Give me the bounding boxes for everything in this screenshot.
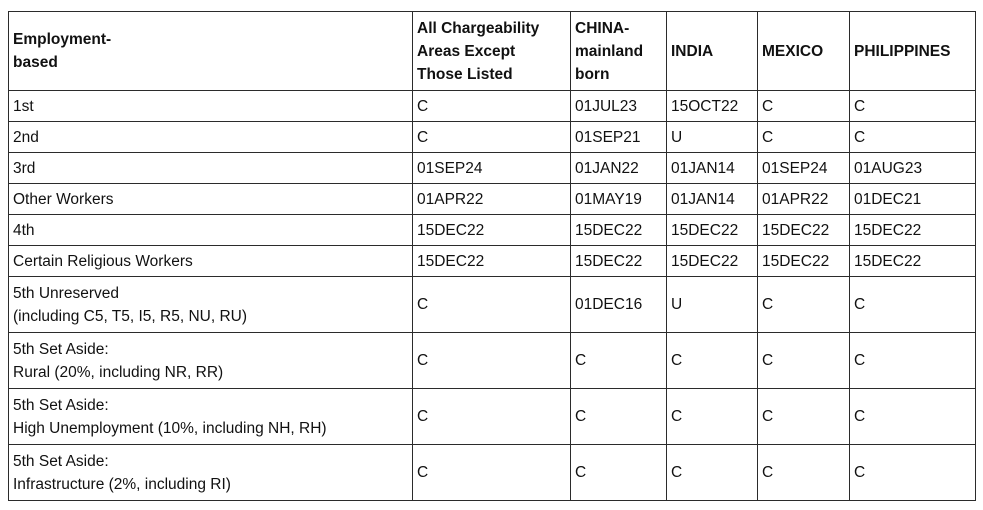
date-cell: 15OCT22 xyxy=(667,91,758,122)
date-cell: C xyxy=(850,445,976,501)
category-sublabel: Rural (20%, including NR, RR) xyxy=(13,363,224,381)
header-philippines xyxy=(850,12,976,91)
date-cell: 01JAN22 xyxy=(571,153,667,184)
date-cell: C xyxy=(667,333,758,389)
category-cell xyxy=(9,246,413,277)
header-line: CHINA- xyxy=(575,19,630,37)
date-cell: 15DEC22 xyxy=(667,246,758,277)
category-label: 4th xyxy=(13,221,35,239)
category-cell xyxy=(9,215,413,246)
category-label: 3rd xyxy=(13,159,36,177)
date-cell: C xyxy=(571,445,667,501)
category-sublabel: High Unemployment (10%, including NH, RH) xyxy=(13,419,327,437)
date-cell: C xyxy=(758,445,850,501)
date-cell: C xyxy=(571,389,667,445)
date-cell: 01APR22 xyxy=(413,184,571,215)
date-cell: C xyxy=(850,91,976,122)
date-cell: C xyxy=(850,333,976,389)
table-row xyxy=(9,153,976,184)
date-cell: U xyxy=(667,277,758,333)
date-cell: 15DEC22 xyxy=(667,215,758,246)
date-cell: 01SEP24 xyxy=(413,153,571,184)
date-cell: 01DEC21 xyxy=(850,184,976,215)
header-line: mainland xyxy=(575,42,644,60)
category-label: 5th Set Aside: xyxy=(13,340,109,358)
date-cell: 15DEC22 xyxy=(850,246,976,277)
category-label: 5th Unreserved xyxy=(13,284,119,302)
date-cell: 15DEC22 xyxy=(850,215,976,246)
date-cell: C xyxy=(758,277,850,333)
date-cell: C xyxy=(413,122,571,153)
category-label: 5th Set Aside: xyxy=(13,452,109,470)
date-cell: C xyxy=(758,389,850,445)
date-cell: 01SEP24 xyxy=(758,153,850,184)
date-cell: C xyxy=(571,333,667,389)
date-cell: 01APR22 xyxy=(758,184,850,215)
date-cell: C xyxy=(413,333,571,389)
category-cell xyxy=(9,333,413,389)
header-label xyxy=(575,17,662,86)
date-cell: 01MAY19 xyxy=(571,184,667,215)
table-row xyxy=(9,215,976,246)
date-cell: C xyxy=(758,333,850,389)
date-cell: 15DEC22 xyxy=(571,246,667,277)
date-cell: 01JUL23 xyxy=(571,91,667,122)
category-label: 5th Set Aside: xyxy=(13,396,109,414)
category-cell xyxy=(9,91,413,122)
table-row xyxy=(9,184,976,215)
category-cell xyxy=(9,277,413,333)
date-cell: 01DEC16 xyxy=(571,277,667,333)
table-header-row xyxy=(9,12,976,91)
date-cell: C xyxy=(667,445,758,501)
category-label: 1st xyxy=(13,97,34,115)
category-label: 2nd xyxy=(13,128,39,146)
category-label: Other Workers xyxy=(13,190,114,208)
header-china xyxy=(571,12,667,91)
date-cell: 01JAN14 xyxy=(667,184,758,215)
header-line: born xyxy=(575,65,610,83)
table-row xyxy=(9,277,976,333)
date-cell: 15DEC22 xyxy=(413,246,571,277)
table-row xyxy=(9,445,976,501)
date-cell: C xyxy=(413,445,571,501)
date-cell: U xyxy=(667,122,758,153)
date-cell: C xyxy=(413,389,571,445)
header-line: INDIA xyxy=(671,42,714,60)
header-label xyxy=(417,17,566,86)
header-line: PHILIPPINES xyxy=(854,42,951,60)
category-cell xyxy=(9,445,413,501)
header-label xyxy=(762,40,845,63)
header-line: All Chargeability xyxy=(417,19,540,37)
date-cell: C xyxy=(667,389,758,445)
date-cell: 15DEC22 xyxy=(758,215,850,246)
date-cell: C xyxy=(758,122,850,153)
header-line: MEXICO xyxy=(762,42,824,60)
category-cell xyxy=(9,184,413,215)
table-row xyxy=(9,389,976,445)
category-cell xyxy=(9,122,413,153)
date-cell: 01JAN14 xyxy=(667,153,758,184)
date-cell: 15DEC22 xyxy=(413,215,571,246)
header-line: Employment- xyxy=(13,31,112,48)
category-sublabel: Infrastructure (2%, including RI) xyxy=(13,475,231,493)
header-line: based xyxy=(13,54,58,71)
date-cell: C xyxy=(850,277,976,333)
final-action-dates-table xyxy=(8,11,976,501)
category-label: Certain Religious Workers xyxy=(13,252,193,270)
table-row xyxy=(9,91,976,122)
date-cell: C xyxy=(413,91,571,122)
header-label xyxy=(671,40,753,63)
date-cell: 01SEP21 xyxy=(571,122,667,153)
date-cell: C xyxy=(758,91,850,122)
header-all-chargeability xyxy=(413,12,571,91)
date-cell: C xyxy=(850,389,976,445)
date-cell: C xyxy=(850,122,976,153)
header-line: Those Listed xyxy=(417,65,513,83)
header-line: Areas Except xyxy=(417,42,516,60)
table-row xyxy=(9,333,976,389)
date-cell: 15DEC22 xyxy=(571,215,667,246)
date-cell: 15DEC22 xyxy=(758,246,850,277)
table-row xyxy=(9,246,976,277)
category-cell xyxy=(9,153,413,184)
header-india xyxy=(667,12,758,91)
date-cell: 01AUG23 xyxy=(850,153,976,184)
header-label xyxy=(854,40,971,63)
header-label xyxy=(13,28,408,74)
date-cell: C xyxy=(413,277,571,333)
table-row xyxy=(9,122,976,153)
header-mexico xyxy=(758,12,850,91)
category-sublabel: (including C5, T5, I5, R5, NU, RU) xyxy=(13,307,248,325)
category-cell xyxy=(9,389,413,445)
header-employment-based xyxy=(9,12,413,91)
